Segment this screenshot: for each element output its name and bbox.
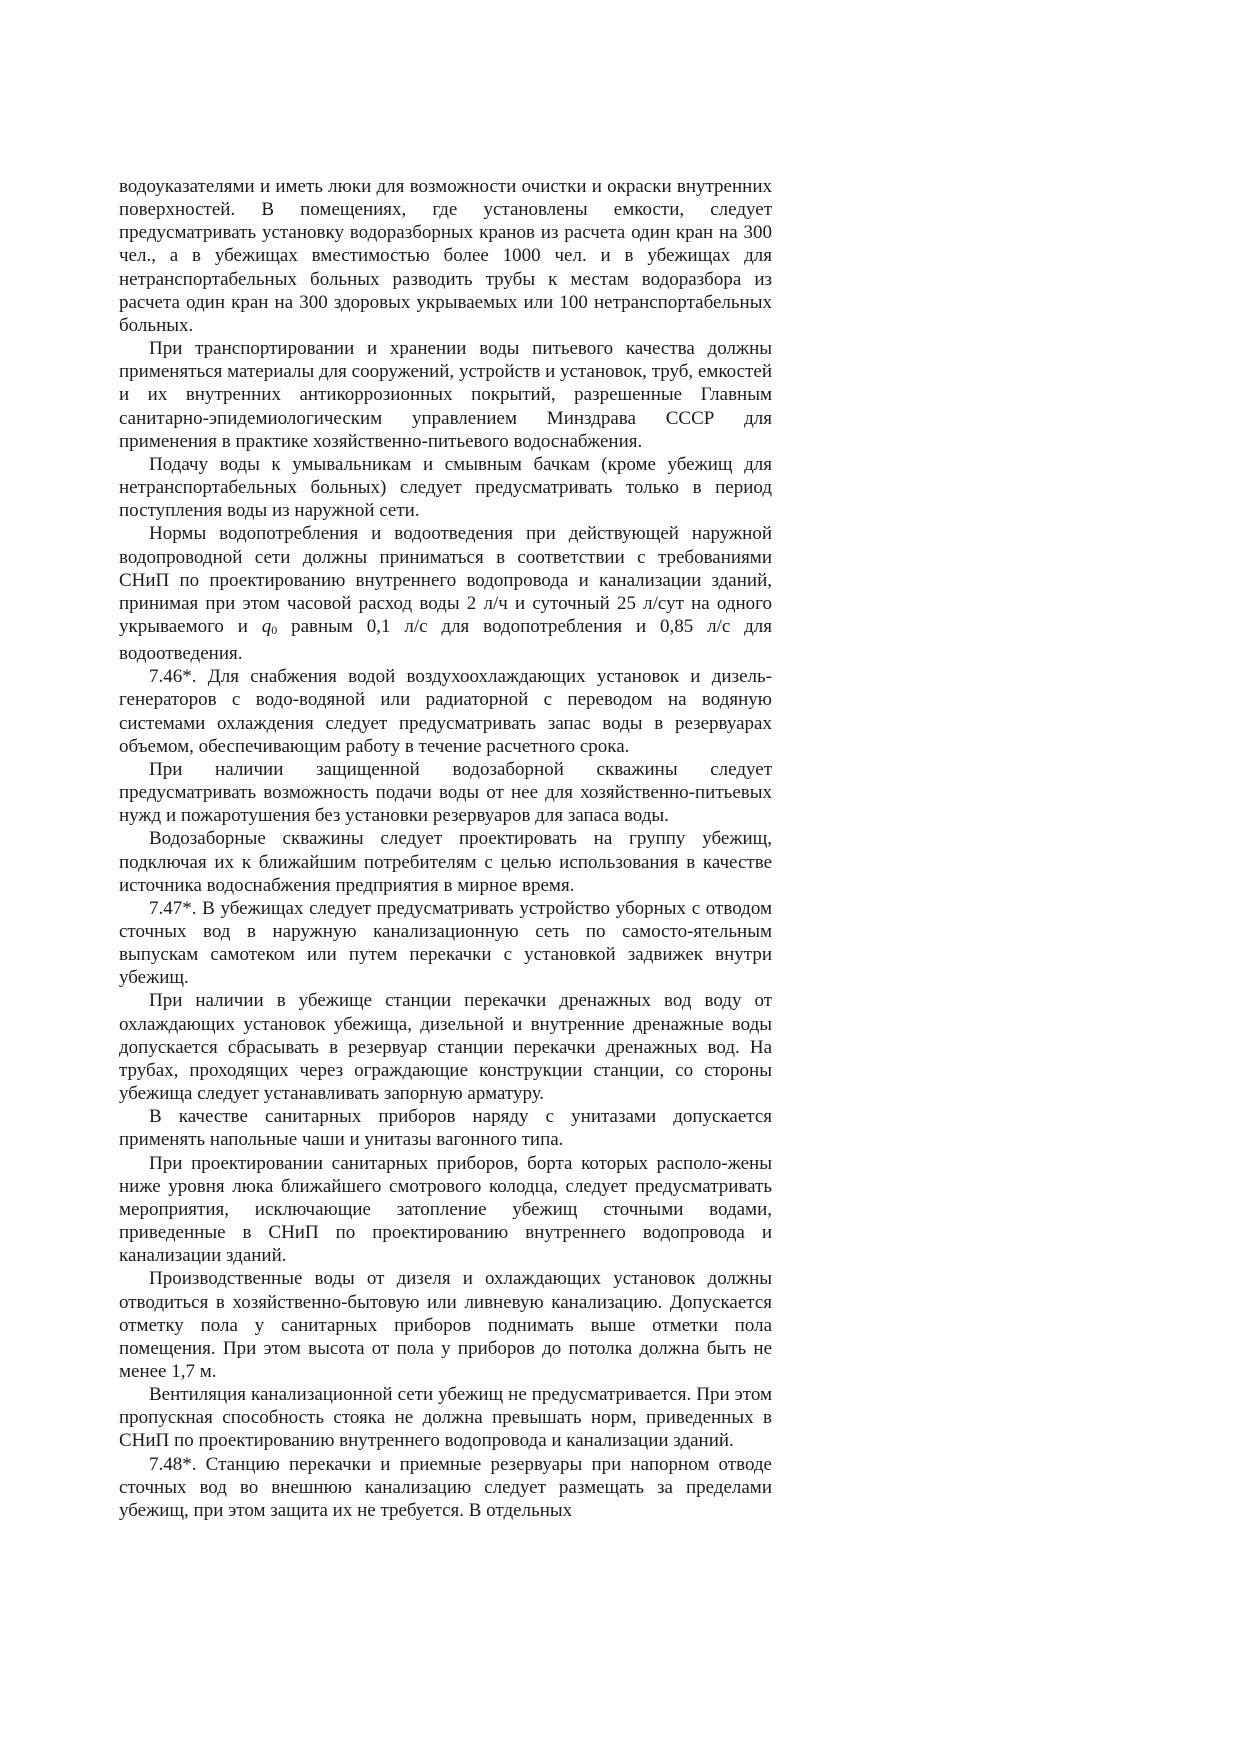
- paragraph-sanitary-devices: В качестве санитарных приборов наряду с унитазами допускается применять напольные чаши и унитазы вагонного типа.: [119, 1106, 772, 1151]
- paragraph-7-47: 7.47*. В убежищах следует предусматривать устройство уборных с отводом сточных вод в наружную канализационную сеть по самосто-ятельным выпускам самотеком или путем перекачки с установкой задвижек внутри убежищ.: [119, 897, 772, 989]
- consumption-norms-tail: равным 0,1 л/с для водопотребления и 0,85 л/с для водоотведения.: [119, 615, 772, 665]
- document-page: [119, 175, 772, 1522]
- paragraph-water-indicators: водоуказателями и иметь люки для возможности очистки и окраски внутренних поверхностей. В помещениях, где установлены емкости, следует предусматривать установку водоразборных кранов из расчета один кран на 300 чел., а в убежищах вместимостью более 1000 чел. и в убежищах для нетранспортабельных больных разводить трубы к местам водоразбора из расчета один кран на 300 здоровых укрываемых или 100 нетранспортабельных больных.: [119, 176, 772, 336]
- paragraph-drainage-station: При наличии в убежище станции перекачки дренажных вод воду от охлаждающих установок убежища, дизельной и внутренние дренажные воды допускается сбрасывать в резервуар станции перекачки дренажных вод. На трубах, проходящих через ограждающие конструкции станции, со стороны убежища следует устанавливать запорную арматуру.: [119, 990, 772, 1105]
- paragraph-drinking-water-materials: При транспортировании и хранении воды питьевого качества должны применяться материалы для сооружений, устройств и установок, труб, емкостей и их внутренних антикоррозионных покрытий, разрешенные Главным санитарно-эпидемиологическим управлением Минздрава СССР для применения в практике хозяйственно-питьевого водоснабжения.: [119, 338, 772, 452]
- paragraph-industrial-water: Производственные воды от дизеля и охлаждающих установок должны отводиться в хозяйственно-бытовую или ливневую канализацию. Допускается отметку пола у санитарных приборов поднимать выше отметки пола помещения. При этом высота от пола у приборов до потолка должна быть не менее 1,7 м.: [119, 1268, 772, 1382]
- paragraph-washbasin-supply: Подачу воды к умывальникам и смывным бачкам (кроме убежищ для нетранспортабельных больных) следует предусматривать только в период поступления воды из наружной сети.: [119, 453, 772, 522]
- paragraph-7-48: 7.48*. Станцию перекачки и приемные резервуары при напорном отводе сточных вод во внешнюю канализацию следует размещать за пределами убежищ, при этом защита их не требуется. В отдельных: [119, 1453, 772, 1521]
- flow-variable-subscript: 0: [271, 622, 278, 637]
- paragraph-flood-protection: При проектировании санитарных приборов, борта которых располо-жены ниже уровня люка ближайшего смотрового колодца, следует предусматривать мероприятия, исключающие затопление убежищ сточными водами, приведенные в СНиП по проектированию внутреннего водопровода и канализации зданий.: [119, 1152, 772, 1267]
- paragraph-consumption-norms: [119, 522, 772, 665]
- paragraph-protected-well: При наличии защищенной водозаборной скважины следует предусматривать возможность подачи воды от нее для хозяйственно-питьевых нужд и пожаротушения без установки резервуаров для запаса воды.: [119, 758, 772, 827]
- paragraph-sewer-ventilation: Вентиляция канализационной сети убежищ не предусматривается. При этом пропускная способность стояка не должна превышать норм, приведенных в СНиП по проектированию внутреннего водопровода и канализации зданий.: [119, 1384, 772, 1452]
- flow-variable-q: q: [261, 615, 272, 637]
- consumption-norms-text: Нормы водопотребления и водоотведения при действующей наружной водопроводной сети должны приниматься в соответствии с требованиями СНиП по проектированию внутреннего водопровода и канализации зданий, принимая при этом часовой расход воды 2 л/ч и суточный 25 л/сут на одного укрываемого и: [119, 523, 772, 637]
- paragraph-intake-wells: Водозаборные скважины следует проектировать на группу убежищ, подключая их к ближайшим потребителям с целью использования в качестве источника водоснабжения предприятия в мирное время.: [119, 828, 772, 896]
- paragraph-7-46: 7.46*. Для снабжения водой воздухоохлаждающих установок и дизель-генераторов с водо-водяной или радиаторной с переводом на водяную системами охлаждения следует предусматривать запас воды в резервуарах объемом, обеспечивающим работу в течение расчетного срока.: [119, 666, 772, 757]
